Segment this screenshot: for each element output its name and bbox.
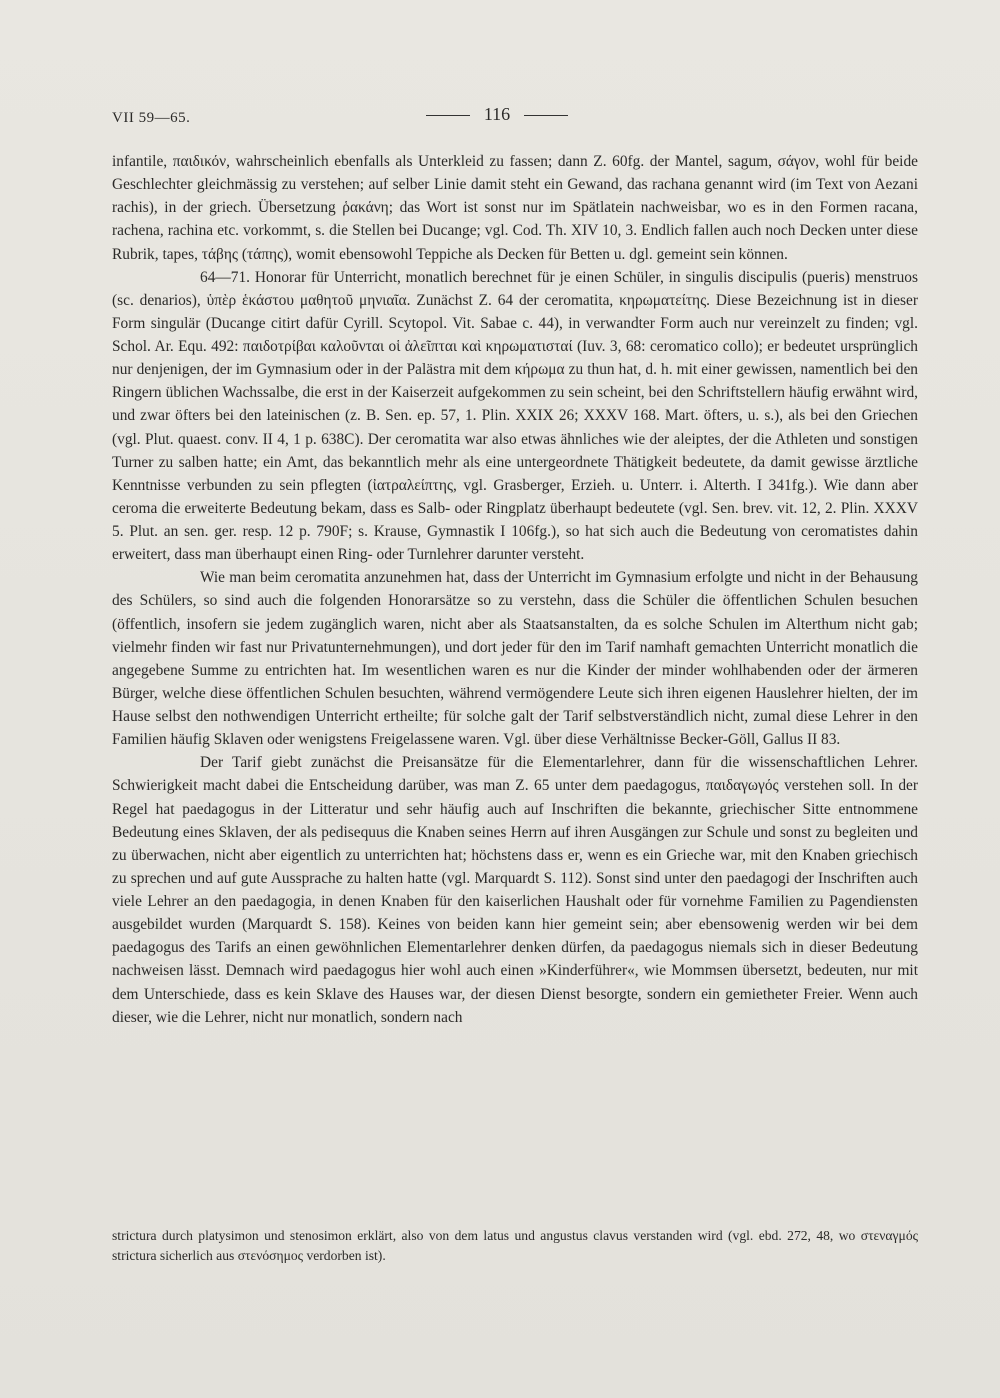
section-reference: VII 59—65.: [112, 110, 191, 126]
main-text: [112, 150, 918, 1029]
paragraph-1: infantile, παιδικόν, wahrscheinlich ebenfalls als Unterkleid zu fassen; dann Z. 60fg. der Mantel, sagum, σάγον, wohl für beide Geschlechter gleichmässig zu verstehen; auf selber Linie damit steht ein Gewand, das rachana genannt wird (im Text von Aezani rachis), in der griech. Übersetzung ῥακάνη; das Wort ist sonst nur im Spätlatein nachweisbar, wo es in den Formen racana, rachena, rachina etc. vorkommt, s. die Stellen bei Ducange; vgl. Cod. Th. XIV 10, 3. Endlich fallen auch noch Decken unter diese Rubrik, tapes, τάβης (τάπης), womit ebensowohl Teppiche als Decken für Betten u. dgl. gemeint sein können.: [112, 153, 918, 263]
page-number: 116: [483, 104, 511, 124]
page-header: [112, 104, 882, 134]
paragraph-2: 64—71. Honorar für Unterricht, monatlich berechnet für je einen Schüler, in singulis discipulis (pueris) menstruos (sc. denarios), ὑπὲρ ἑκάστου μαθητοῦ μηνιαῖα. Zunächst Z. 64 der ceromatita, κηρωματείτης. Diese Bezeichnung ist in dieser Form singulär (Ducange citirt dafür Cyrill. Scytopol. Vit. Sabae c. 44), in verwandter Form auch nur vereinzelt zu finden; vgl. Schol. Ar. Equ. 492: παιδοτρίβαι καλοῦνται οἱ ἀλεῖπται καὶ κηρωματισταί (Iuv. 3, 68: ceromatico collo); er bedeutet ursprünglich nur denjenigen, der im Gymnasium oder in der Palästra mit dem κήρωμα zu thun hat, d. h. mit einer gewissen, namentlich bei den Ringern üblichen Wachssalbe, die erst in der Kaiserzeit aufgekommen zu sein scheint, bei den Schriftstellern häufig erwähnt wird, und zwar öfters bei den lateinischen (z. B. Sen. ep. 57, 1. Plin. XXIX 26; XXXV 168. Mart. öfters, u. s.), als bei den Griechen (vgl. Plut. quaest. conv. II 4, 1 p. 638C). Der ceromatita war also etwas ähnliches wie der aleiptes, der die Athleten und sonstigen Turner zu salben hatte; ein Amt, das bekanntlich mehr als eine untergeordnete Thätigkeit bedeutete, da damit gewisse ärztliche Kenntnisse verbunden zu sein pflegten (ἰατραλείπτης, vgl. Grasberger, Erzieh. u. Unterr. i. Alterth. I 341fg.). Wie dann aber ceroma die erweiterte Bedeutung bekam, dass es Salb- oder Ringplatz überhaupt bedeutete (vgl. Sen. brev. vit. 12, 2. Plin. XXXV 5. Plut. an sen. ger. resp. 12 p. 790F; s. Krause, Gymnastik I 106fg.), so hat sich auch die Bedeutung von ceromatistes dahin erweitert, dass man überhaupt einen Ring- oder Turnlehrer darunter versteht.: [112, 268, 918, 564]
paragraph-3: Wie man beim ceromatita anzunehmen hat, dass der Unterricht im Gymnasium erfolgte und nicht in der Behausung des Schülers, so sind auch die folgenden Honorarsätze so zu verstehn, dass die Schüler die öffentlichen Schulen besuchen (öffentlich, insofern sie jedem zugänglich waren, nicht aber als Staatsanstalten, da es solche Schulen im Alterthum nicht gab; vielmehr finden wir fast nur Privatunternehmungen), und dort jeder für den im Tarif namhaft gemachten Unterricht monatlich die angegebene Summe zu entrichten hat. Im wesentlichen waren es nur die Kinder der minder wohlhabenden oder der ärmeren Bürger, welche diese öffentlichen Schulen besuchten, während vermögendere Leute sich ihren eigenen Hauslehrer hielten, der im Hause selbst den nothwendigen Unterricht ertheilte; für solche galt der Tarif selbstverständlich nicht, zumal diese Lehrer in den Familien häufig Sklaven oder wenigstens Freigelassene waren. Vgl. über diese Verhältnisse Becker-Göll, Gallus II 83.: [112, 569, 918, 749]
footnote: strictura durch platysimon und stenosimon erklärt, also von dem latus und angustus clavus verstanden wird (vgl. ebd. 272, 48, wo στεναγμός strictura sicherlich aus στενόσημος verdorben ist).: [112, 1228, 918, 1263]
page-number-line: [112, 104, 882, 125]
paragraph-4: Der Tarif giebt zunächst die Preisansätze für die Elementarlehrer, dann für die wissenschaftlichen Lehrer. Schwierigkeit macht dabei die Entscheidung darüber, was man Z. 65 unter dem paedagogus, παιδαγωγός verstehen soll. In der Regel hat paedagogus in der Litteratur und sehr häufig auch auf Inschriften die bekannte, griechischer Sitte entnommene Bedeutung eines Sklaven, der als pedisequus die Knaben seines Herrn auf ihren Ausgängen zur Schule und sonst zu begleiten und zu überwachen, nicht aber eigentlich zu unterrichten hat; höchstens dass er, wenn es ein Grieche war, mit den Knaben griechisch zu sprechen und auf gute Aussprache zu halten hatte (vgl. Marquardt S. 112). Sonst sind unter den paedagogi der Inschriften auch viele Lehrer an den paedagogia, in denen Knaben für den kaiserlichen Haushalt oder für vornehme Familien zu Pagendiensten ausgebildet wurden (Marquardt S. 158). Keines von beiden kann hier gemeint sein; aber ebensowenig werden wir bei dem paedagogus des Tarifs an einen gewöhnlichen Elementarlehrer denken dürfen, da paedagogus niemals sich in dieser Bedeutung nachweisen lässt. Demnach wird paedagogus hier wohl auch einen »Kinderführer«, wie Mommsen übersetzt, bedeuten, nur mit dem Unterschiede, dass es kein Sklave des Hauses war, der diesen Dienst besorgte, sondern ein gemietheter Freier. Wenn auch dieser, wie die Lehrer, nicht nur monatlich, sondern nach: [112, 754, 918, 1026]
dash-right: [524, 115, 568, 116]
dash-left: [426, 115, 470, 116]
